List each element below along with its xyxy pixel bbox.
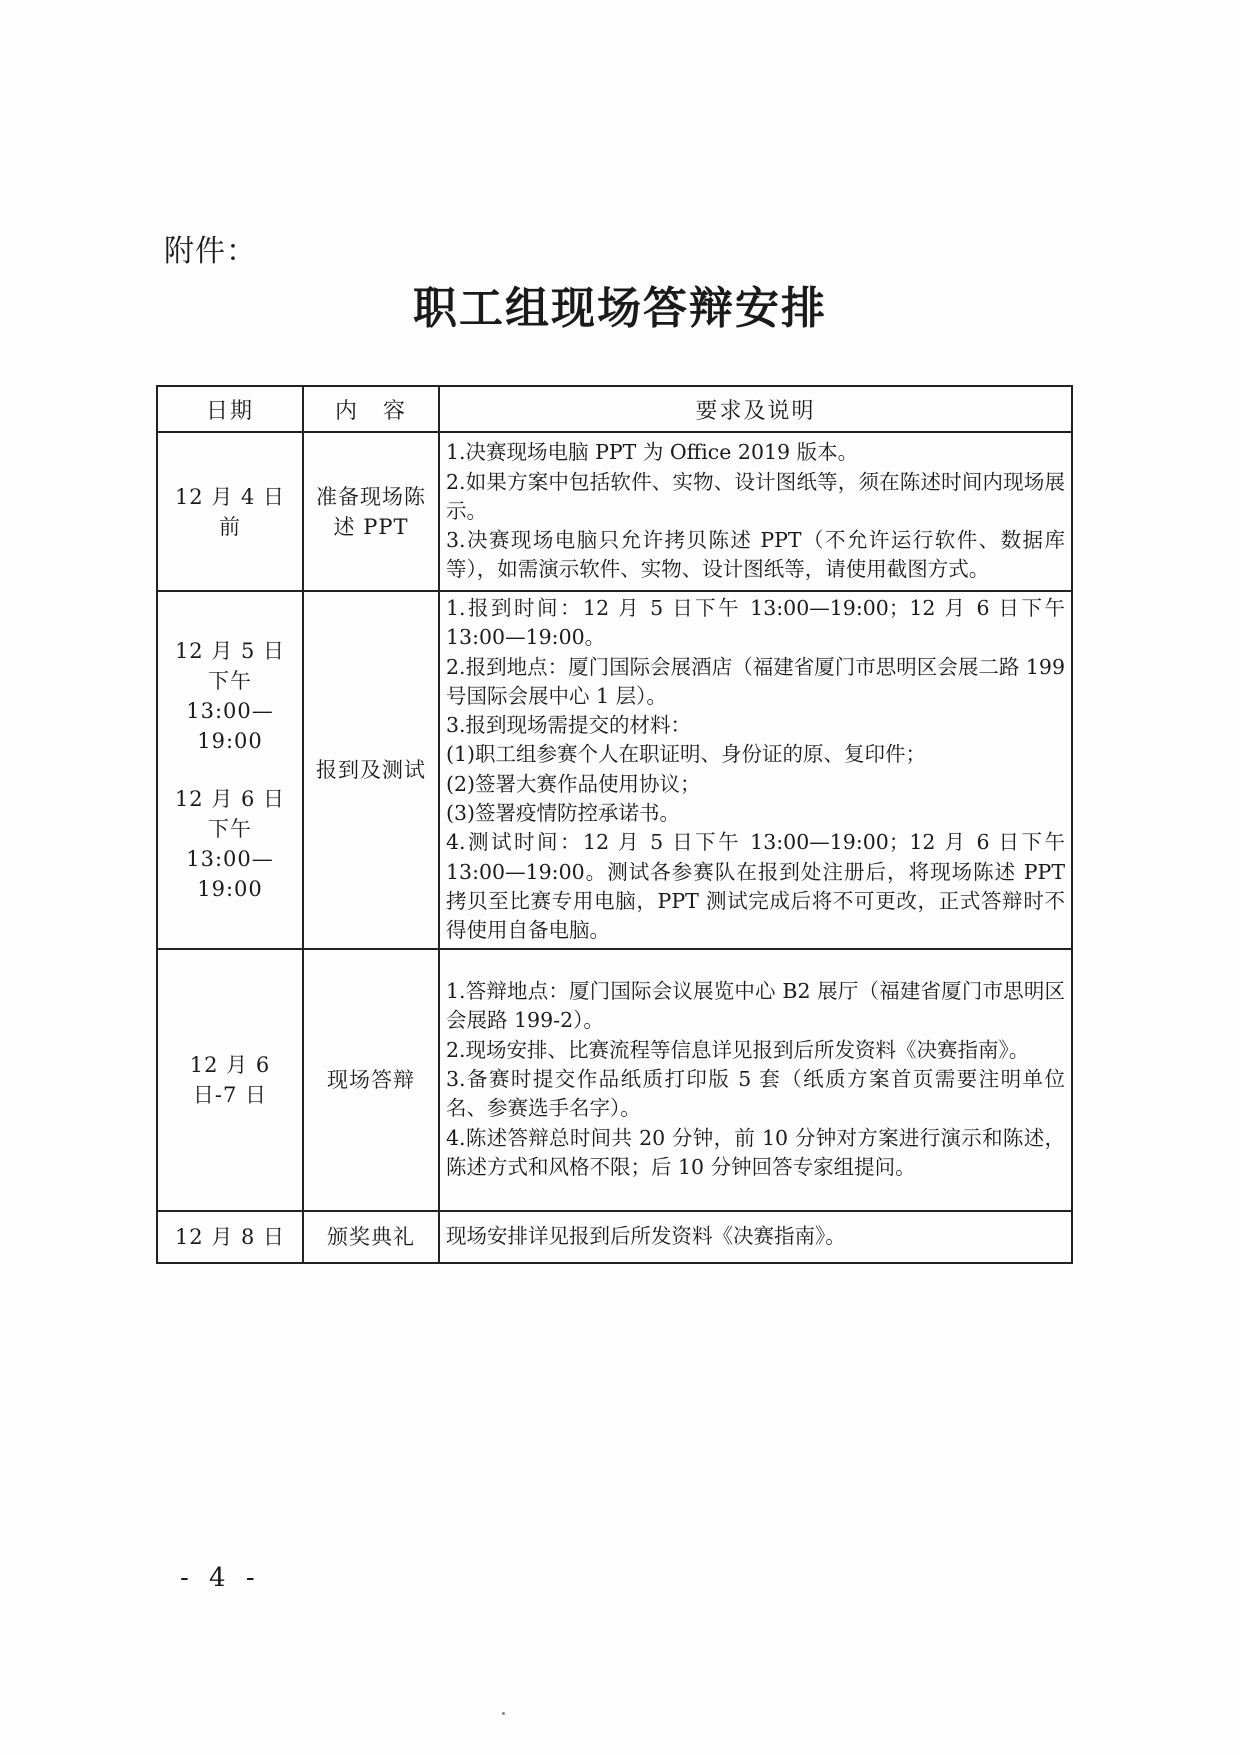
header-content: 内 容 bbox=[303, 386, 439, 432]
row-requirements bbox=[439, 591, 1072, 949]
header-date: 日期 bbox=[157, 386, 303, 432]
row-content: 准备现场陈述 PPT bbox=[303, 432, 439, 591]
requirement-item: 3.备赛时提交作品纸质打印版 5 套（纸质方案首页需要注明单位名、参赛选手名字）。 bbox=[446, 1066, 1065, 1121]
table-row bbox=[157, 949, 1072, 1211]
date-line: 12 月 5 日下午 bbox=[174, 638, 286, 693]
row-requirements bbox=[439, 949, 1072, 1211]
row-date bbox=[157, 432, 303, 591]
schedule-table bbox=[156, 385, 1073, 1264]
attachment-label: 附件： bbox=[164, 234, 257, 269]
scan-speck bbox=[502, 1712, 505, 1715]
table-row bbox=[157, 432, 1072, 591]
requirement-item: 3.决赛现场电脑只允许拷贝陈述 PPT（不允许运行软件、数据库等），如需演示软件、实物、设计图纸等，请使用截图方式。 bbox=[446, 528, 1065, 582]
requirement-item: (2)签署大赛作品使用协议； bbox=[446, 771, 701, 796]
requirement-item: 3.报到现场需提交的材料： bbox=[446, 713, 692, 738]
requirement-item: 现场安排详见报到后所发资料《决赛指南》。 bbox=[446, 1223, 846, 1248]
requirement-item: 2.报到地点：厦门国际会展酒店（福建省厦门市思明区会展二路 199 号国际会展中心 1 层）。 bbox=[446, 654, 1065, 708]
table-row bbox=[157, 591, 1072, 949]
page-number: - 4 - bbox=[180, 1563, 261, 1593]
row-date bbox=[157, 591, 303, 949]
requirement-item: 4.测试时间：12 月 5 日下午 13:00—19:00；12 月 6 日下午 13:00—19:00。测试各参赛队在报到处注册后，将现场陈述 PPT 拷贝至比赛专用电脑，PPT 测试完成后将不可更改，正式答辩时不得使用自备电脑。 bbox=[446, 830, 1065, 943]
row-date bbox=[157, 1211, 303, 1263]
requirement-item: 1.决赛现场电脑 PPT 为 Office 2019 版本。 bbox=[446, 440, 859, 465]
date-line: 12 月 8 日 bbox=[174, 1224, 286, 1249]
row-date bbox=[157, 949, 303, 1211]
row-content: 颁奖典礼 bbox=[303, 1211, 439, 1263]
requirement-item: (3)签署疫情防控承诺书。 bbox=[446, 801, 681, 826]
date-line: 12 月 4 日前 bbox=[174, 484, 286, 539]
header-requirements: 要求及说明 bbox=[439, 386, 1072, 432]
document-title: 职工组现场答辩安排 bbox=[413, 283, 827, 334]
table-row bbox=[157, 1211, 1072, 1263]
requirement-item: 1.答辩地点：厦门国际会议展览中心 B2 展厅（福建省厦门市思明区会展路 199-2）。 bbox=[446, 979, 1065, 1033]
requirement-item: 2.现场安排、比赛流程等信息详见报到后所发资料《决赛指南》。 bbox=[446, 1037, 1030, 1062]
row-content: 现场答辩 bbox=[303, 949, 439, 1211]
date-line: 12 月 6 日-7 日 bbox=[189, 1052, 271, 1107]
date-line: 12 月 6 日下午 bbox=[174, 786, 286, 841]
requirement-item: (1)职工组参赛个人在职证明、身份证的原、复印件； bbox=[446, 742, 927, 767]
requirement-item: 1.报到时间：12 月 5 日下午 13:00—19:00；12 月 6 日下午 13:00—19:00。 bbox=[446, 596, 1065, 650]
date-line: 13:00—19:00 bbox=[186, 846, 274, 901]
row-content: 报到及测试 bbox=[303, 591, 439, 949]
table-header-row bbox=[157, 386, 1072, 432]
row-requirements bbox=[439, 1211, 1072, 1263]
requirement-item: 4.陈述答辩总时间共 20 分钟，前 10 分钟对方案进行演示和陈述，陈述方式和风格不限；后 10 分钟回答专家组提问。 bbox=[446, 1125, 1065, 1179]
date-line: 13:00—19:00 bbox=[186, 698, 274, 753]
requirement-item: 2.如果方案中包括软件、实物、设计图纸等，须在陈述时间内现场展示。 bbox=[446, 469, 1065, 523]
row-requirements bbox=[439, 432, 1072, 591]
